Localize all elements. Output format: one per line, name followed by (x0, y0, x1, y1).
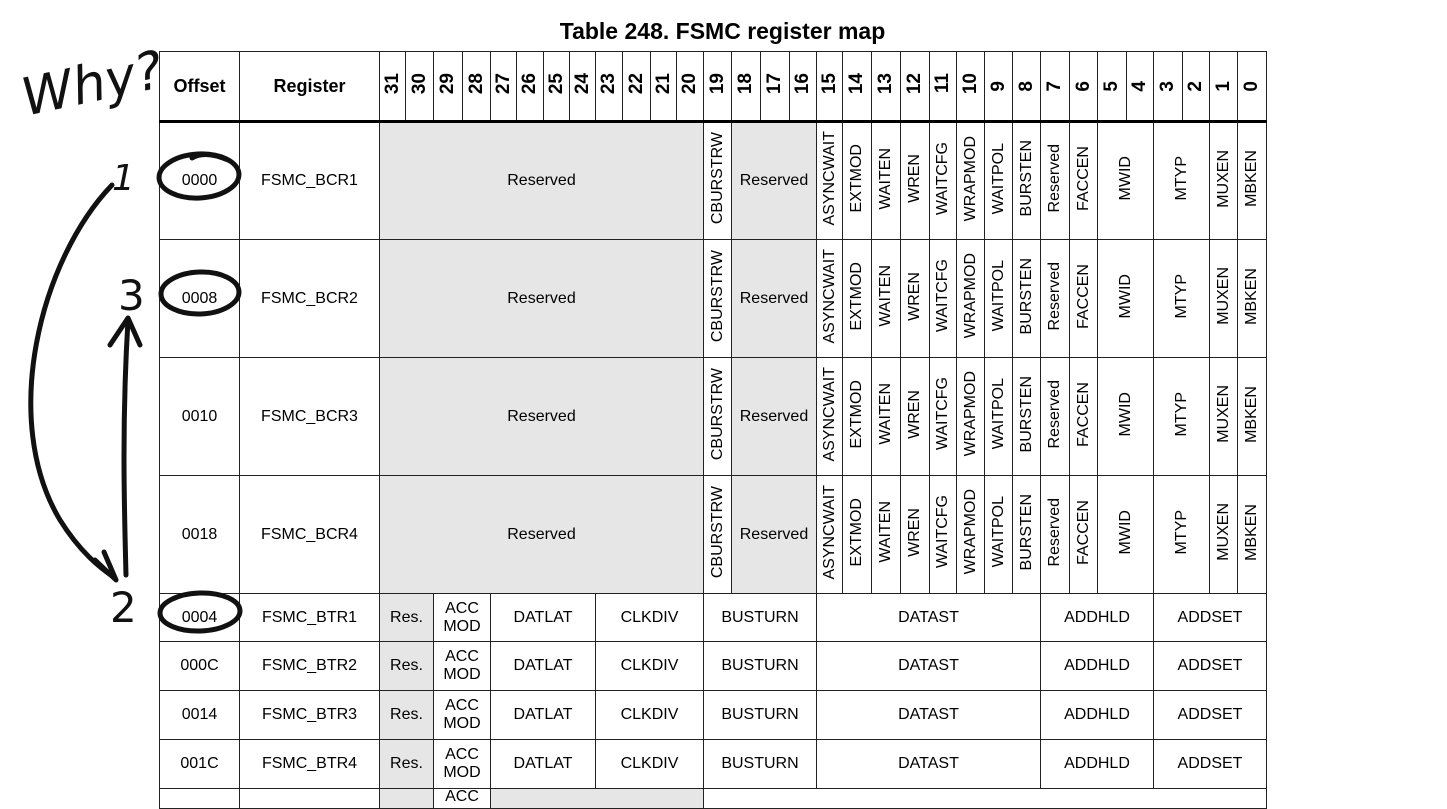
field-waiten-label: WAITEN (877, 265, 894, 327)
header-bit-20-label: 20 (679, 72, 700, 95)
annotation-label-3: 3 (118, 271, 145, 320)
field-wren-label: WREN (906, 271, 923, 321)
field-mwid-label: MWID (1116, 509, 1134, 555)
field-waiten-label: WAITEN (877, 383, 894, 445)
field-faccen-label: FACCEN (1074, 499, 1092, 565)
header-bit-25-label: 25 (545, 72, 567, 95)
field-bursten-label: BURSTEN (1017, 493, 1035, 571)
field-muxen-label: MUXEN (1214, 503, 1232, 561)
field-mtyp-label: MTYP (1172, 273, 1190, 319)
field-cburstrw-label: CBURSTRW (708, 132, 726, 225)
field-mwid-label: MWID (1116, 273, 1134, 319)
field-reserved-7-label: Reserved (1046, 497, 1063, 567)
field-muxen-label: MUXEN (1214, 149, 1232, 208)
field-asyncwait-label: ASYNCWAIT (820, 484, 838, 580)
header-bit-4-label: 4 (1129, 80, 1150, 92)
header-bit-27-label: 27 (492, 72, 514, 95)
field-datlat: DATLAT (491, 642, 596, 691)
arrow-curve-1-to-2 (31, 185, 115, 578)
field-extmod-label: EXTMOD (848, 261, 865, 331)
field-addset: ADDSET (1154, 642, 1267, 691)
field-accmod-line1: ACC (445, 697, 479, 714)
register-cell: FSMC_BTR3 (240, 691, 380, 740)
field-wrapmod-label: WRAPMOD (961, 135, 979, 222)
field-mtyp-label: MTYP (1172, 391, 1190, 437)
header-bit-15-label: 15 (818, 72, 840, 95)
header-bit-22-label: 22 (625, 72, 647, 95)
field-faccen-label: FACCEN (1074, 263, 1092, 329)
field-accmod-line1: ACC (445, 746, 479, 763)
field-addset: ADDSET (1154, 594, 1267, 642)
field-accmod: ACC (434, 789, 491, 809)
field-addhld: ADDHLD (1041, 642, 1154, 691)
annotation-label-2: 2 (110, 583, 137, 632)
field-busturn: BUSTURN (704, 642, 817, 691)
offset-cell: 001C (160, 740, 240, 789)
field-wrapmod-label: WRAPMOD (961, 371, 979, 457)
field-extmod-label: EXTMOD (848, 144, 865, 213)
field-bursten-label: BURSTEN (1017, 375, 1035, 453)
field-reserved-18-16: Reserved (732, 122, 817, 240)
field-mbken-label: MBKEN (1243, 267, 1260, 325)
field-mbken-label: MBKEN (1243, 503, 1260, 561)
field-waitcfg-label: WAITCFG (934, 377, 951, 451)
field-busturn: BUSTURN (704, 691, 817, 740)
header-bit-21-label: 21 (652, 72, 674, 95)
field-res: Res. (380, 691, 434, 740)
field-mwid-label: MWID (1116, 391, 1134, 437)
field-asyncwait-label: ASYNCWAIT (820, 131, 838, 226)
circle-offset-0008 (160, 271, 239, 316)
header-bit-3-label: 3 (1157, 80, 1178, 92)
field-addset: ADDSET (1154, 740, 1267, 789)
field-busturn: BUSTURN (704, 594, 817, 642)
field-reserved-31-20: Reserved (380, 122, 704, 240)
header-bit-18-label: 18 (735, 72, 756, 95)
field-accmod-line2: MOD (443, 764, 481, 781)
field-addhld: ADDHLD (1041, 691, 1154, 740)
field-accmod-line2: MOD (443, 666, 481, 683)
register-cell: FSMC_BCR3 (240, 358, 380, 476)
offset-cell: 0010 (160, 358, 240, 476)
header-bit-13-label: 13 (875, 72, 896, 95)
annotation-label-1: 1 (112, 158, 135, 199)
field-accmod-line1: ACC (445, 599, 479, 617)
field-accmod-line2: MOD (443, 617, 481, 635)
header-bit-28-label: 28 (465, 72, 487, 95)
field-clkdiv: CLKDIV (596, 642, 704, 691)
header-bit-9-label: 9 (987, 80, 1009, 92)
header-bit-30-label: 30 (408, 72, 430, 95)
field-addset: ADDSET (1154, 691, 1267, 740)
circle-offset-0000-tail (192, 154, 228, 160)
header-bit-7-label: 7 (1044, 80, 1065, 92)
field-waiten-label: WAITEN (877, 501, 894, 563)
header-bit-23-label: 23 (598, 72, 619, 95)
field-res: Res. (380, 594, 434, 642)
field-datast: DATAST (817, 691, 1041, 740)
header-bit-31-label: 31 (381, 72, 403, 95)
header-bit-14-label: 14 (846, 72, 867, 95)
field-waiten-label: WAITEN (877, 147, 894, 210)
header-offset: Offset (160, 52, 240, 122)
table-title: Table 248. FSMC register map (559, 18, 886, 44)
register-cell: FSMC_BTR1 (240, 594, 380, 642)
header-bit-2-label: 2 (1185, 80, 1206, 92)
field-extmod-label: EXTMOD (848, 497, 865, 567)
field-mtyp-label: MTYP (1172, 156, 1190, 201)
field-datast: DATAST (817, 740, 1041, 789)
field-bursten-label: BURSTEN (1017, 140, 1035, 217)
field-wren-label: WREN (906, 507, 923, 557)
field-addhld: ADDHLD (1041, 594, 1154, 642)
field-muxen-label: MUXEN (1214, 267, 1232, 325)
field-reserved-31-20: Reserved (380, 240, 704, 358)
field-accmod-line1: ACC (445, 648, 479, 665)
field-datlat: DATLAT (491, 691, 596, 740)
field-reserved-18-16: Reserved (732, 240, 817, 358)
field-reserved-7-label: Reserved (1046, 379, 1063, 449)
field-reserved-31-20: Reserved (380, 358, 704, 476)
field-waitpol-label: WAITPOL (989, 378, 1007, 450)
field-waitpol-label: WAITPOL (989, 260, 1007, 332)
register-cell: FSMC_BTR2 (240, 642, 380, 691)
field-datast: DATAST (817, 594, 1041, 642)
offset-cell: 0014 (160, 691, 240, 740)
register-cell: FSMC_BCR1 (240, 122, 380, 240)
field-accmod-line2: MOD (443, 715, 481, 732)
field-asyncwait-label: ASYNCWAIT (820, 248, 838, 344)
arrow-2-to-3 (124, 320, 128, 575)
header-bit-8-label: 8 (1015, 80, 1037, 92)
register-cell: FSMC_BTR4 (240, 740, 380, 789)
field-clkdiv: CLKDIV (596, 594, 704, 642)
header-bit-6-label: 6 (1072, 80, 1094, 92)
field-mtyp-label: MTYP (1172, 509, 1190, 555)
field-reserved-31-20: Reserved (380, 476, 704, 594)
offset-cell: 0008 (160, 240, 240, 358)
header-bit-12-label: 12 (904, 72, 925, 95)
header-bit-0-label: 0 (1241, 80, 1262, 92)
field-waitcfg-label: WAITCFG (934, 141, 951, 216)
field-wrapmod-label: WRAPMOD (961, 253, 979, 339)
circle-offset-0004 (159, 592, 240, 633)
why-note: Why? (16, 40, 169, 129)
field-res: Res. (380, 740, 434, 789)
field-addhld: ADDHLD (1041, 740, 1154, 789)
field-datast: DATAST (817, 642, 1041, 691)
header-bit-17-label: 17 (764, 72, 785, 95)
field-reserved-18-16: Reserved (732, 476, 817, 594)
field-cburstrw-label: CBURSTRW (708, 485, 726, 579)
header-bit-29-label: 29 (437, 72, 458, 95)
header-bit-19-label: 19 (706, 72, 728, 95)
offset-cell: 0018 (160, 476, 240, 594)
field-waitcfg-label: WAITCFG (934, 495, 951, 569)
register-cell: FSMC_BCR4 (240, 476, 380, 594)
field-wren-label: WREN (906, 154, 923, 203)
header-register: Register (240, 52, 380, 122)
field-waitpol-label: WAITPOL (989, 142, 1007, 215)
field-bursten-label: BURSTEN (1017, 257, 1035, 335)
header-bit-11-label: 11 (932, 73, 953, 94)
field-clkdiv: CLKDIV (596, 691, 704, 740)
field-clkdiv: CLKDIV (596, 740, 704, 789)
field-waitpol-label: WAITPOL (989, 496, 1007, 568)
header-bit-5-label: 5 (1101, 80, 1122, 92)
field-waitcfg-label: WAITCFG (934, 259, 951, 333)
field-datlat: DATLAT (491, 740, 596, 789)
field-cburstrw-label: CBURSTRW (708, 249, 726, 343)
field-wren-label: WREN (906, 389, 923, 439)
register-cell: FSMC_BCR2 (240, 240, 380, 358)
field-faccen-label: FACCEN (1074, 146, 1092, 211)
arrow-head-to-2 (95, 552, 116, 580)
field-faccen-label: FACCEN (1074, 381, 1092, 447)
header-bit-26-label: 26 (519, 72, 540, 95)
field-cburstrw-label: CBURSTRW (708, 367, 726, 461)
field-busturn: BUSTURN (704, 740, 817, 789)
offset-cell: 000C (160, 642, 240, 691)
field-mwid-label: MWID (1116, 156, 1134, 201)
field-muxen-label: MUXEN (1214, 385, 1232, 443)
field-datlat: DATLAT (491, 594, 596, 642)
field-res: Res. (380, 642, 434, 691)
offset-cell: 0004 (160, 594, 240, 642)
field-wrapmod-label: WRAPMOD (961, 489, 979, 575)
field-mbken-label: MBKEN (1243, 150, 1260, 207)
field-mbken-label: MBKEN (1243, 385, 1260, 443)
header-bit-1-label: 1 (1212, 80, 1234, 92)
header-bit-16-label: 16 (792, 72, 813, 95)
offset-cell: 0000 (160, 122, 240, 240)
field-reserved-18-16: Reserved (732, 358, 817, 476)
header-bit-24-label: 24 (571, 72, 593, 95)
field-extmod-label: EXTMOD (848, 379, 865, 449)
field-reserved-7-label: Reserved (1046, 144, 1063, 213)
header-bit-10-label: 10 (959, 72, 981, 95)
field-reserved-7-label: Reserved (1046, 261, 1063, 331)
field-asyncwait-label: ASYNCWAIT (820, 366, 838, 462)
